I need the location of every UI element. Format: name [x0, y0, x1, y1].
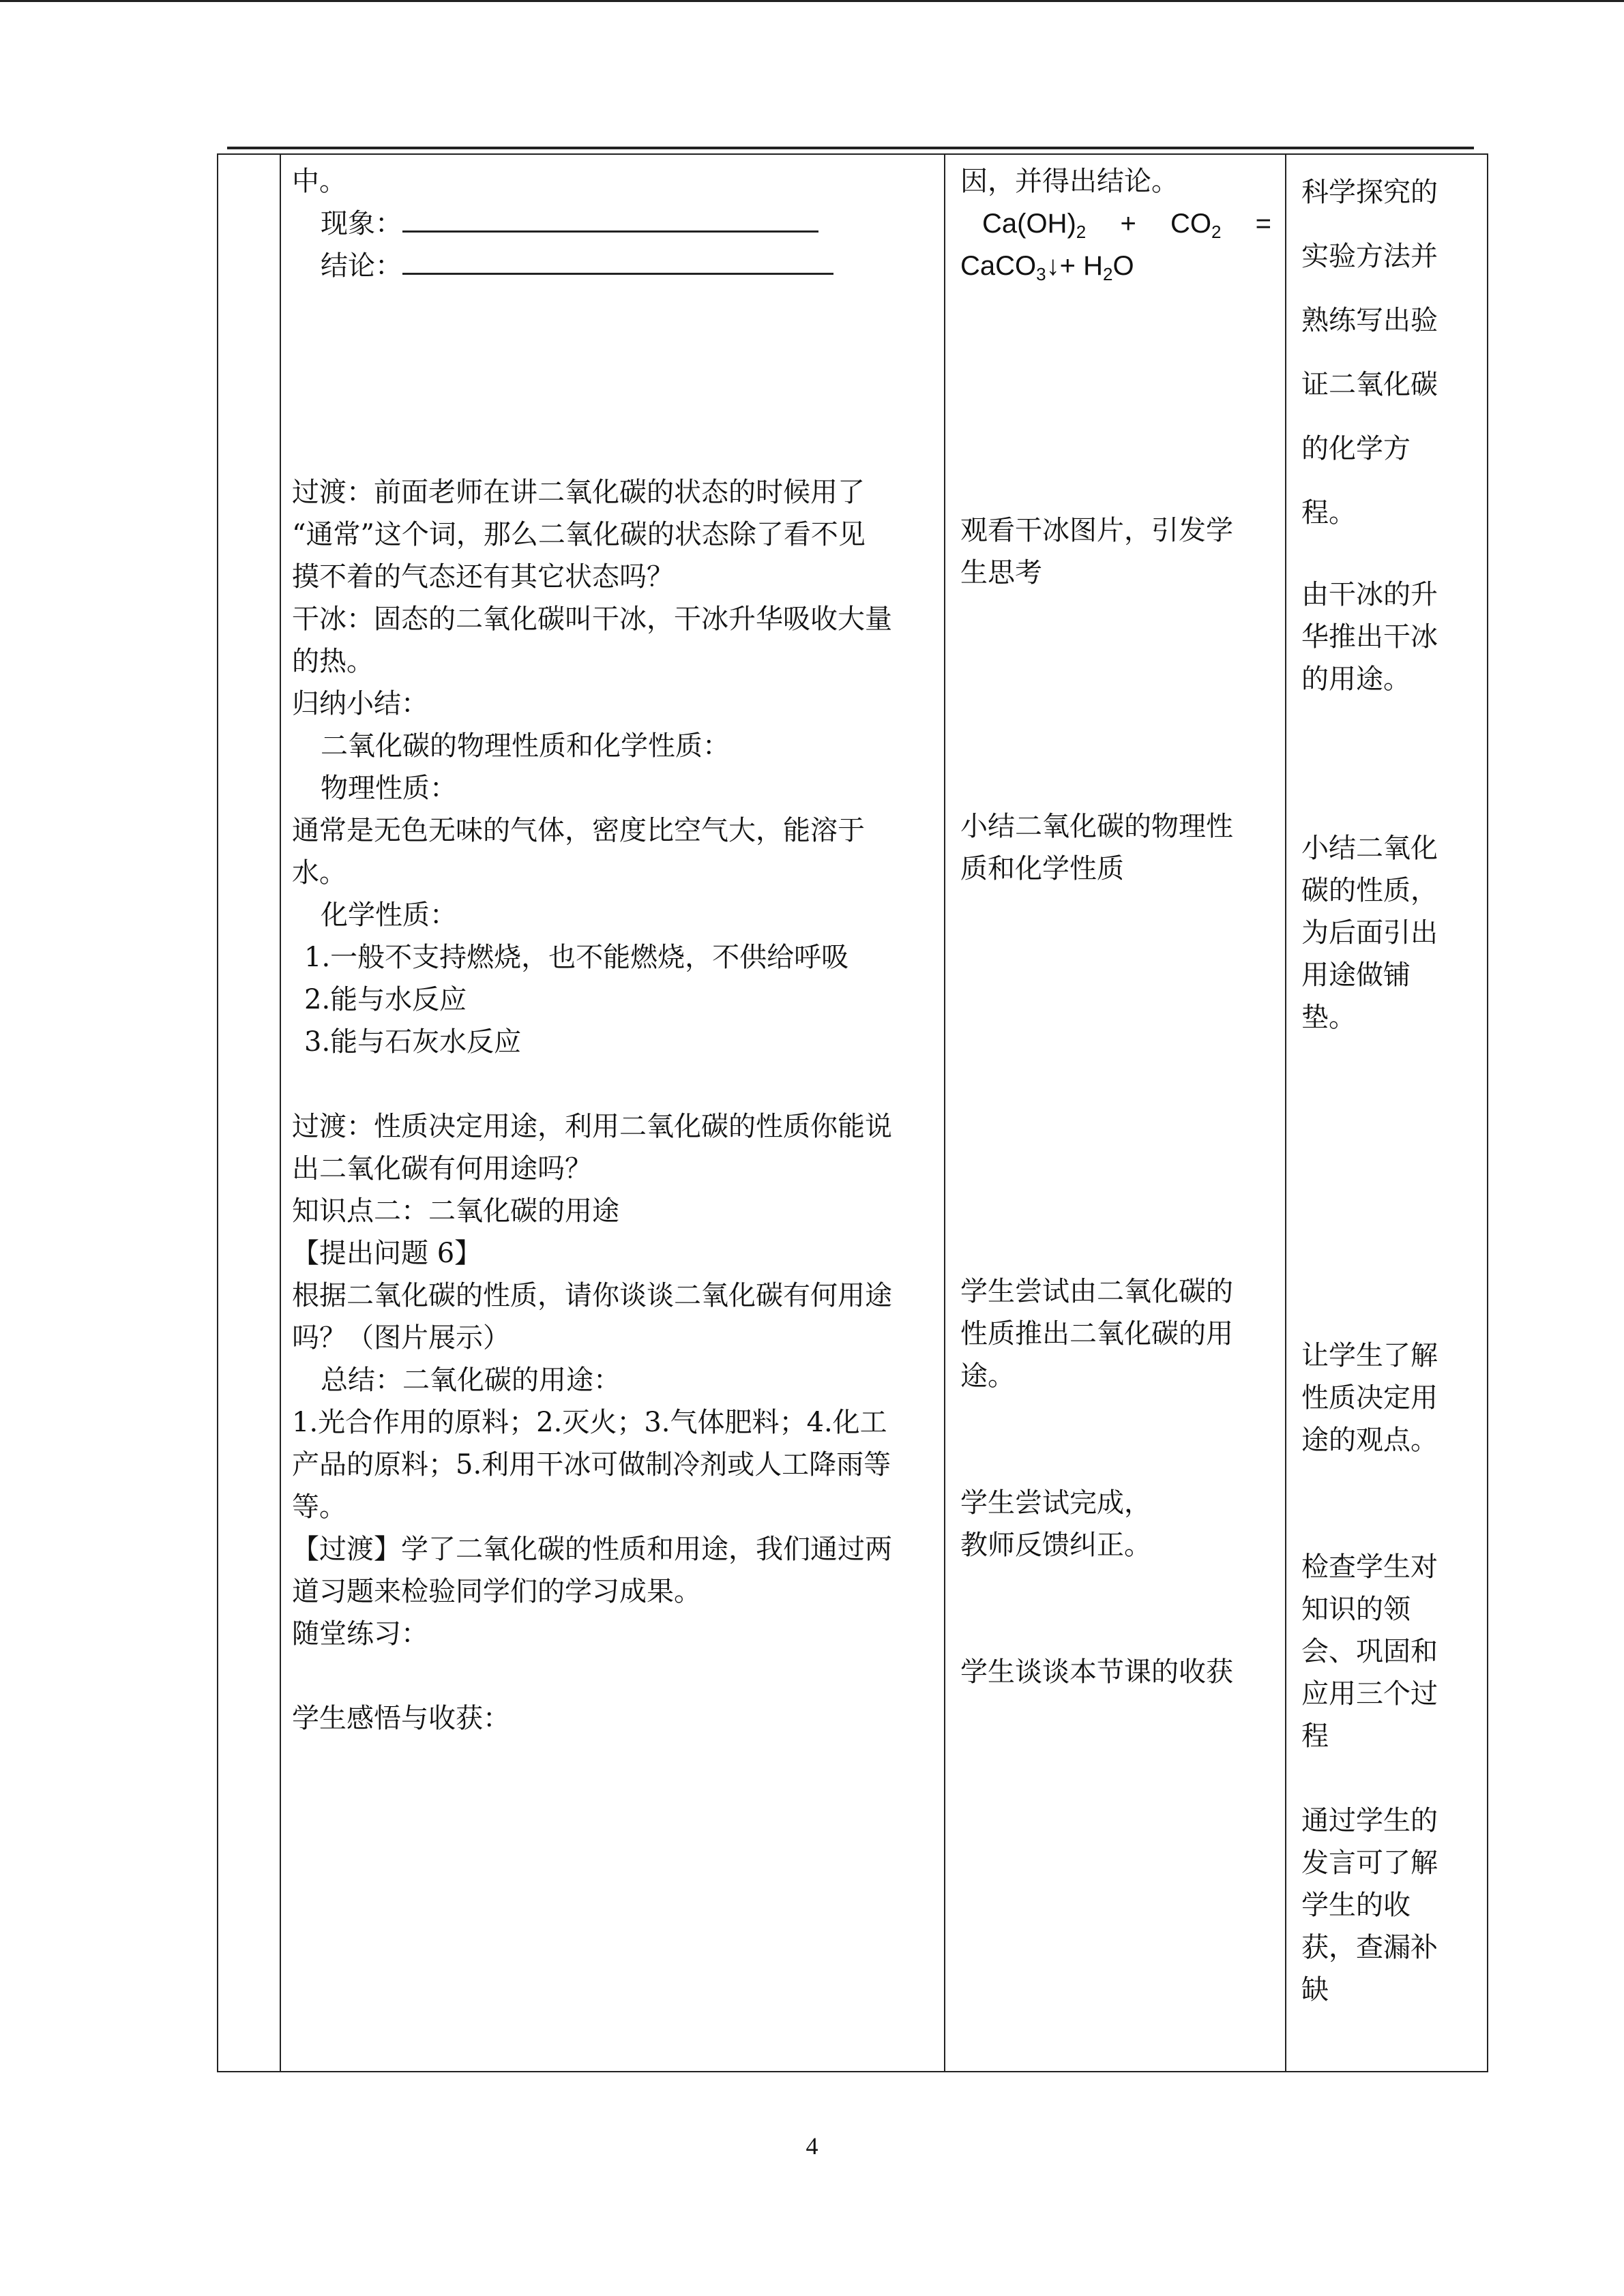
content-line: 归纳小结：: [292, 688, 428, 719]
stage-column: [218, 154, 280, 2072]
spacer: [1301, 700, 1475, 827]
phenomenon-line: [292, 203, 932, 245]
intent-line: 碳的性质，: [1301, 875, 1438, 906]
intent-line: 华推出干冰: [1301, 621, 1438, 653]
content-line: “通常”这个词，那么二氧化碳的状态除了看不见: [292, 519, 866, 550]
spacer: [1301, 545, 1475, 573]
spacer: [1301, 1039, 1475, 1335]
activity-line: 学生尝试由二氧化碳的: [960, 1276, 1233, 1307]
intent-line: 途的观点。: [1301, 1425, 1438, 1456]
content-line: 摸不着的气态还有其它状态吗？: [292, 561, 674, 593]
activity-line: 途。: [960, 1360, 1015, 1392]
intent-line: 的用途。: [1301, 664, 1411, 695]
intent-line: 获，查漏补: [1301, 1932, 1438, 1963]
content-line: 根据二氧化碳的性质，请你谈谈二氧化碳有何用途: [292, 1280, 892, 1311]
student-activity-column: [945, 154, 1286, 2072]
intent-line: 缺: [1301, 1974, 1329, 2006]
content-line: 吗？（图片展示）: [292, 1322, 510, 1354]
page-number: 4: [806, 2132, 818, 2160]
phenomenon-label: 现象：: [321, 208, 402, 239]
intent-line: 熟练写出验: [1301, 305, 1438, 336]
intent-line: 小结二氧化: [1301, 833, 1438, 864]
content-line: 出二氧化碳有何用途吗？: [292, 1153, 592, 1184]
intent-line: 性质决定用: [1301, 1382, 1438, 1414]
content-line: 产品的原料；5.利用干冰可做制冷剂或人工降雨等: [292, 1449, 891, 1480]
table-row: [218, 154, 1488, 2072]
content-line: 水。: [292, 857, 346, 889]
content-line: 2.能与水反应: [304, 984, 467, 1015]
intent-line: 的化学方: [1301, 433, 1411, 464]
teaching-content-column: [280, 154, 945, 2072]
content-line: 二氧化碳的物理性质和化学性质：: [321, 730, 730, 762]
intent-line: 程。: [1301, 497, 1356, 528]
lesson-plan-table: [217, 153, 1488, 2072]
equation-equals: =: [1255, 209, 1271, 239]
content-line: 1.光合作用的原料；2.灭火；3.气体肥料；4.化工: [292, 1407, 887, 1438]
activity-line: 学生尝试完成，: [960, 1487, 1151, 1519]
phenomenon-blank: [402, 203, 818, 233]
intent-line: 垫。: [1301, 1002, 1356, 1033]
spacer: [960, 594, 1271, 805]
content-line: 通常是无色无味的气体，密度比空气大，能溶于: [292, 815, 865, 846]
spacer: [960, 1566, 1271, 1651]
chemical-equation-line-2: CaCO$_3$↓+ $H_2O$: [960, 251, 1134, 284]
content-line: 总结：二氧化碳的用途：: [321, 1365, 621, 1396]
content-line: 等。: [292, 1491, 346, 1523]
content-line: 随堂练习：: [292, 1618, 428, 1650]
activity-line: 因，并得出结论。: [960, 166, 1179, 197]
chemical-equation-line-1: [960, 203, 1271, 245]
intent-line: 实验方法并: [1301, 241, 1438, 272]
intent-line: 证二氧化碳: [1301, 369, 1438, 400]
content-line: 化学性质：: [321, 899, 457, 931]
activity-line: 小结二氧化碳的物理性: [960, 811, 1233, 842]
activity-line: 生思考: [960, 557, 1042, 588]
intent-line: 科学探究的: [1301, 177, 1438, 208]
equation-term: $Ca(OH)_2$: [982, 209, 1087, 242]
intent-line: 让学生了解: [1301, 1340, 1438, 1371]
intent-line: 应用三个过: [1301, 1678, 1438, 1710]
spacer: [960, 287, 1271, 509]
intent-line: 由干冰的升: [1301, 579, 1438, 610]
intent-line: 会、巩固和: [1301, 1636, 1438, 1667]
content-line: 学生感悟与收获：: [292, 1703, 510, 1734]
conclusion-line: [292, 245, 932, 287]
conclusion-blank: [402, 245, 833, 275]
spacer: [960, 1397, 1271, 1482]
content-line: 中。: [292, 166, 346, 197]
spacer: [960, 890, 1271, 1270]
activity-line: 性质推出二氧化碳的用: [960, 1318, 1233, 1350]
spacer: [1301, 1757, 1475, 1800]
conclusion-label: 结论：: [321, 250, 402, 282]
page-top-border: [0, 0, 1624, 2]
intent-line: 用途做铺: [1301, 959, 1411, 991]
intent-line: 检查学生对: [1301, 1551, 1438, 1583]
content-line: 干冰：固态的二氧化碳叫干冰，干冰升华吸收大量: [292, 603, 892, 635]
content-line: 过渡：性质决定用途，利用二氧化碳的性质你能说: [292, 1111, 892, 1142]
intent-line: 学生的收: [1301, 1890, 1411, 1921]
content-line: 知识点二：二氧化碳的用途: [292, 1195, 619, 1227]
spacer: [292, 287, 932, 471]
spacer: [1301, 1461, 1475, 1546]
intent-line: 通过学生的: [1301, 1805, 1438, 1836]
content-line: 物理性质：: [321, 773, 457, 804]
content-line: 道习题来检验同学们的学习成果。: [292, 1576, 701, 1607]
spacer: [292, 1655, 932, 1697]
design-intent-column: [1286, 154, 1488, 2072]
equation-plus: +: [1120, 209, 1136, 239]
spacer: [292, 1063, 932, 1105]
equation-term: $CO_2$: [1170, 209, 1222, 242]
content-line: 3.能与石灰水反应: [304, 1026, 522, 1058]
intent-line: 发言可了解: [1301, 1847, 1438, 1879]
activity-line: 观看干冰图片，引发学: [960, 515, 1233, 546]
content-line: 过渡：前面老师在讲二氧化碳的状态的时候用了: [292, 477, 865, 508]
content-line: 的热。: [292, 646, 374, 677]
content-line: 【过渡】学了二氧化碳的性质和用途，我们通过两: [292, 1534, 892, 1565]
content-line: 1.一般不支持燃烧，也不能燃烧，不供给呼吸: [304, 942, 849, 973]
content-line: 【提出问题 6】: [292, 1238, 482, 1269]
header-rule: [227, 147, 1474, 149]
intent-line: 为后面引出: [1301, 917, 1438, 949]
activity-line: 学生谈谈本节课的收获: [960, 1656, 1233, 1688]
activity-line: 教师反馈纠正。: [960, 1530, 1151, 1561]
intent-line: 知识的领: [1301, 1594, 1411, 1625]
intent-line: 程: [1301, 1720, 1329, 1752]
activity-line: 质和化学性质: [960, 853, 1124, 884]
